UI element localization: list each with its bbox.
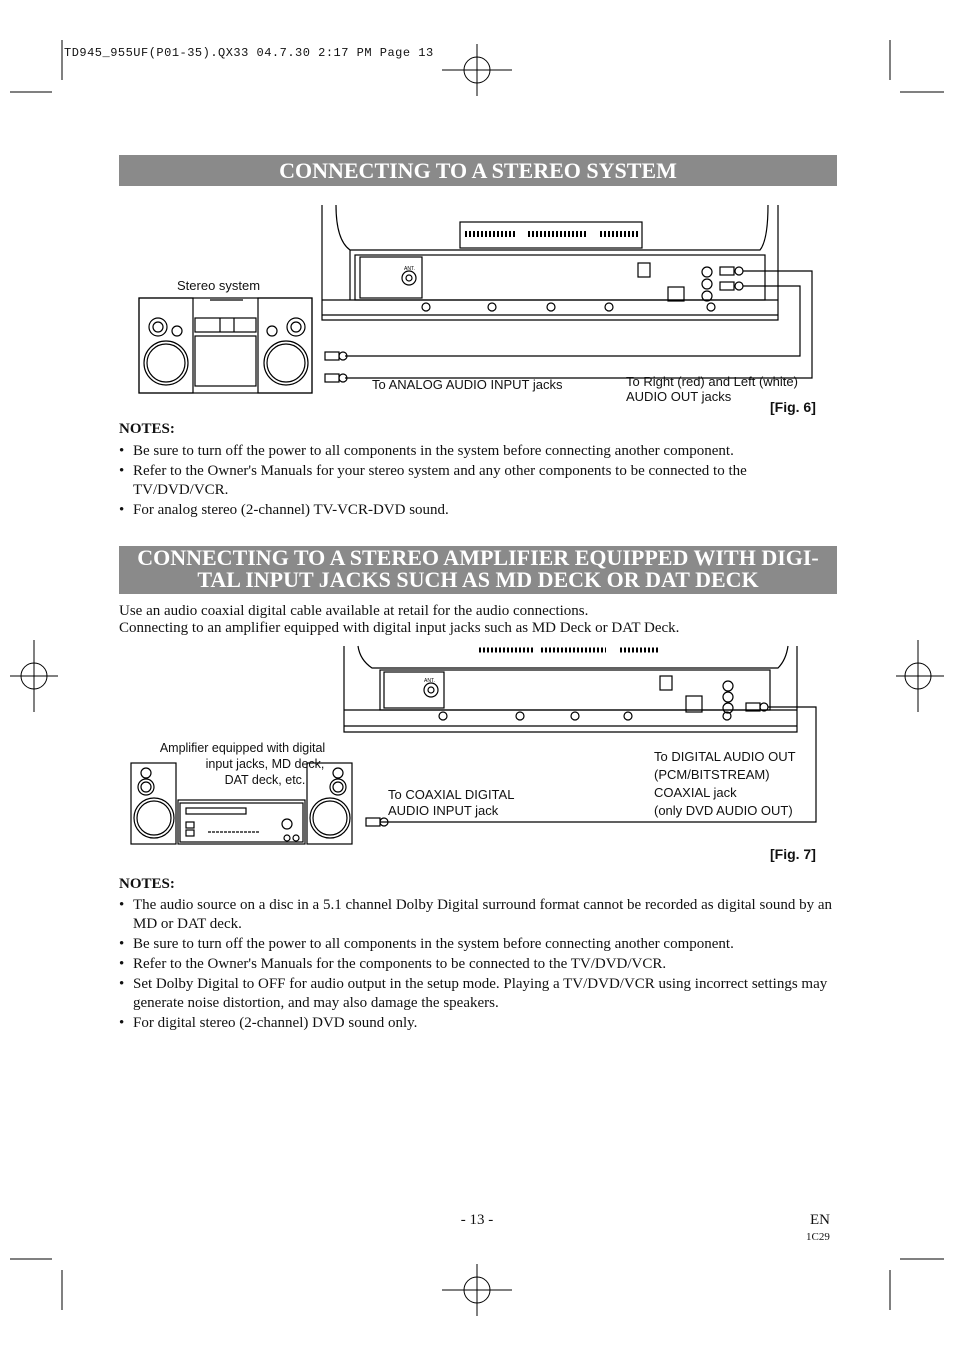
label-coax-input-1: To COAXIAL DIGITAL	[388, 787, 515, 802]
label-digital-line4: (only DVD AUDIO OUT)	[654, 803, 793, 818]
language-tag: EN	[810, 1212, 830, 1228]
label-digital-line2: (PCM/BITSTREAM)	[654, 767, 770, 782]
label-digital-line3: COAXIAL jack	[654, 785, 737, 800]
notes1-list	[119, 442, 839, 521]
fig7-label: [Fig. 7]	[770, 846, 816, 862]
label-coax-input-2: AUDIO INPUT jack	[388, 803, 499, 818]
label-digital-line1: To DIGITAL AUDIO OUT	[654, 749, 796, 764]
label-analog-input: To ANALOG AUDIO INPUT jacks	[372, 377, 563, 392]
notes2-list	[119, 896, 839, 1034]
fig6-ant-label: ANT.	[404, 266, 415, 272]
label-audio-out-1: To Right (red) and Left (white)	[626, 374, 798, 389]
list-item: • For analog stereo (2-channel) TV-VCR-DVD sound.	[119, 501, 839, 520]
list-item: • Refer to the Owner's Manuals for your stereo system and any other components to be connected to the TV/DVD/VCR.	[119, 462, 839, 500]
page-number: - 13 -	[460, 1212, 494, 1228]
label-audio-out-2: AUDIO OUT jacks	[626, 389, 732, 404]
list-item: • Be sure to turn off the power to all components in the system before connecting another component.	[119, 935, 839, 954]
fig7-ant-label: ANT.	[424, 678, 435, 684]
label-digital-out	[654, 748, 796, 820]
list-item: • Be sure to turn off the power to all components in the system before connecting another component.	[119, 442, 839, 461]
section2-title	[119, 546, 837, 594]
list-item: • For digital stereo (2-channel) DVD sound only.	[119, 1014, 839, 1033]
section1-title: CONNECTING TO A STEREO SYSTEM	[119, 155, 837, 186]
label-amp-line2: input jacks, MD deck,	[205, 757, 325, 771]
section2-title-line1: CONNECTING TO A STEREO AMPLIFIER EQUIPPED WITH DIGI-	[137, 545, 819, 570]
list-item: • The audio source on a disc in a 5.1 channel Dolby Digital surround format cannot be recorded as digital sound by an MD or DAT deck.	[119, 896, 839, 934]
intro-line1: Use an audio coaxial digital cable available at retail for the audio connections.	[119, 603, 589, 619]
list-item: • Set Dolby Digital to OFF for audio output in the setup mode. Playing a TV/DVD/VCR using incorrect settings may generate noise distortion, and may also damage the speakers.	[119, 975, 839, 1013]
doc-code: 1C29	[806, 1231, 830, 1243]
notes2-title: NOTES:	[119, 876, 175, 892]
list-item: • Refer to the Owner's Manuals for the components to be connected to the TV/DVD/VCR.	[119, 955, 839, 974]
label-amp-line3: DAT deck, etc.	[224, 773, 306, 787]
section2-title-line2: TAL INPUT JACKS SUCH AS MD DECK OR DAT DECK	[197, 567, 759, 592]
file-slug: TD945_955UF(P01-35).QX33 04.7.30 2:17 PM Page 13	[64, 46, 434, 60]
label-stereo-system: Stereo system	[177, 278, 261, 293]
fig6-label: [Fig. 6]	[770, 399, 816, 415]
label-amplifier	[135, 740, 350, 788]
label-amp-line1: Amplifier equipped with digital	[159, 741, 326, 755]
intro-line2: Connecting to an amplifier equipped with digital input jacks such as MD Deck or DAT Deck.	[119, 620, 680, 636]
notes1-title: NOTES:	[119, 421, 175, 437]
